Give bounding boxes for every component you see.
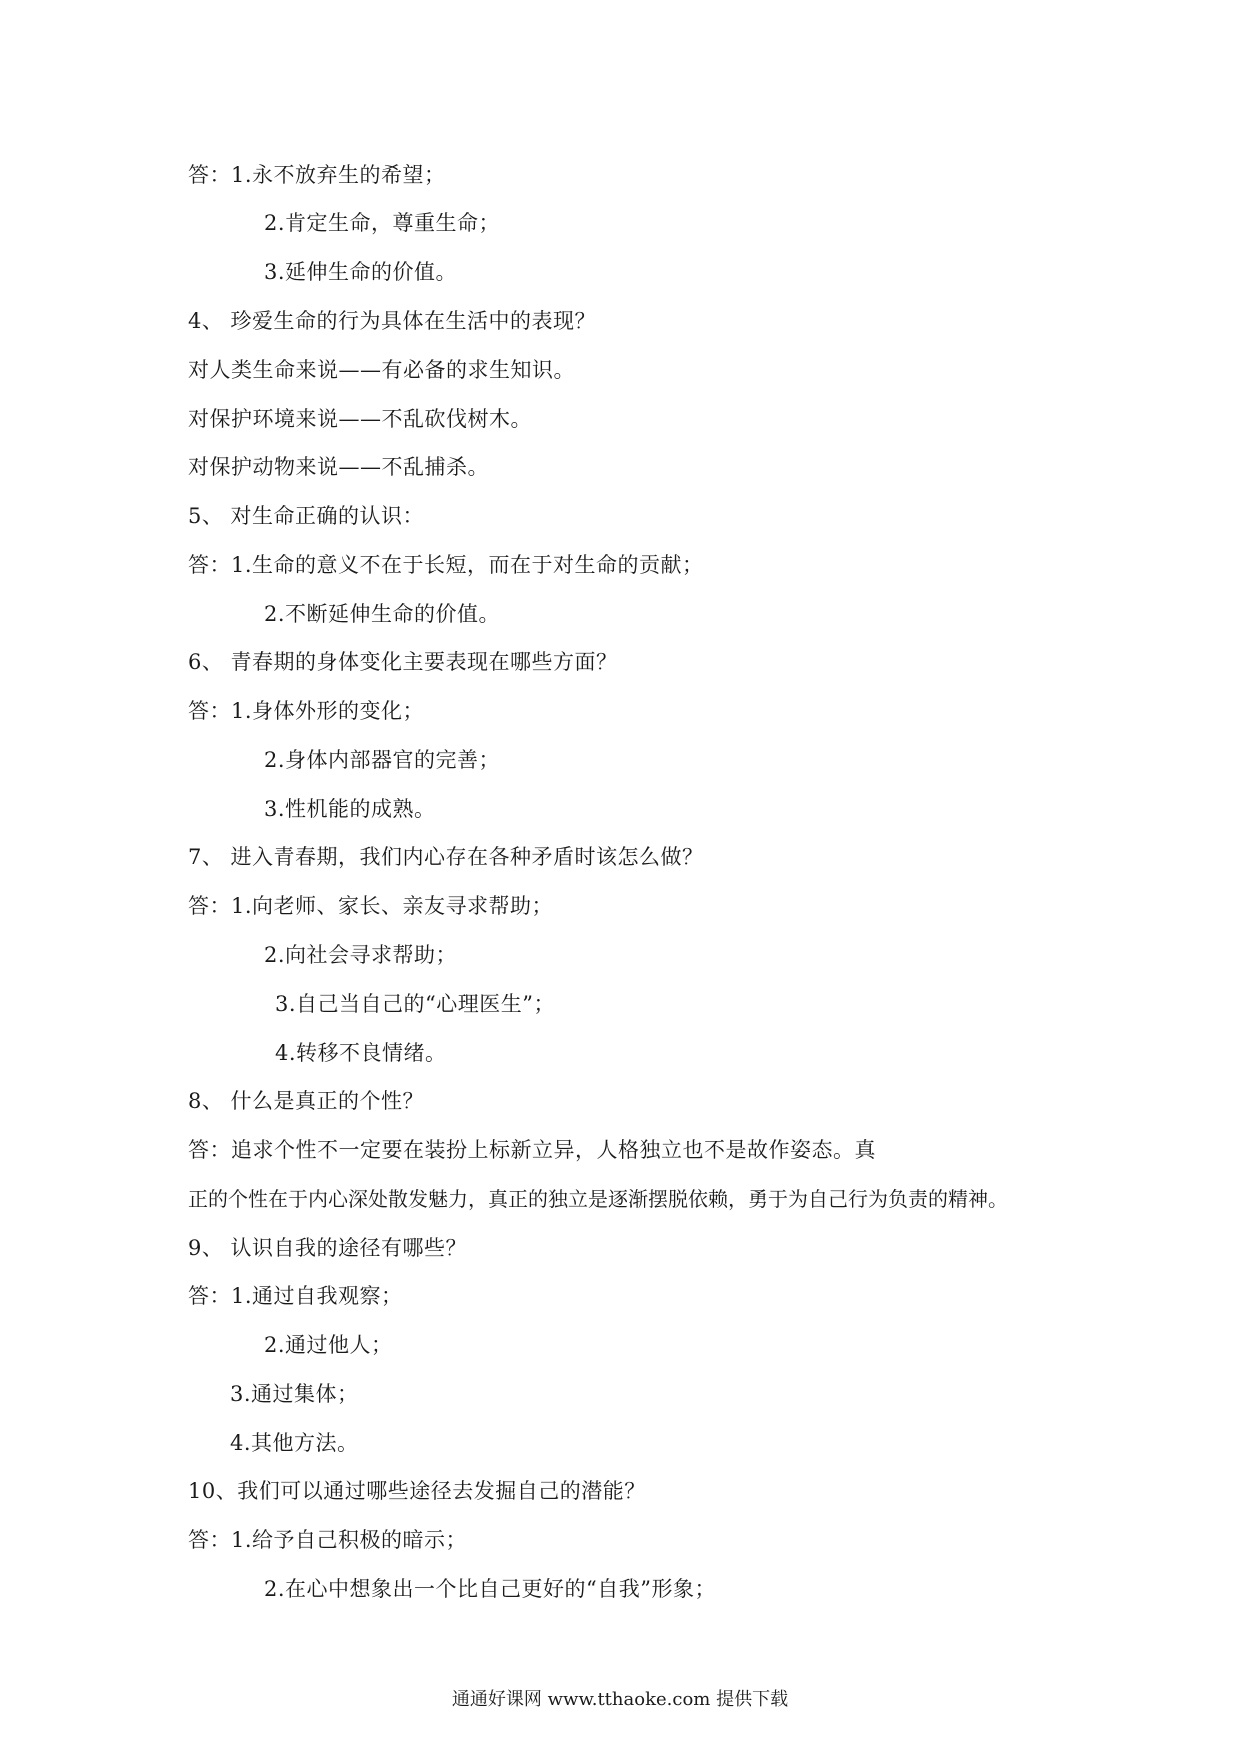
answer-line: 答：追求个性不一定要在装扮上标新立异，人格独立也不是故作姿态。真	[188, 1138, 876, 1162]
question-line: 5、 对生命正确的认识：	[188, 504, 425, 528]
answer-line: 3.自己当自己的“心理医生”；	[275, 992, 556, 1016]
answer-line: 2.不断延伸生命的价值。	[264, 602, 501, 626]
question-line: 4、 珍爱生命的行为具体在生活中的表现？	[188, 309, 597, 333]
answer-line: 2.肯定生命，尊重生命；	[264, 211, 501, 235]
answer-line: 2.通过他人；	[264, 1333, 393, 1357]
answer-line: 2.向社会寻求帮助；	[264, 943, 458, 967]
answer-line: 4.转移不良情绪。	[275, 1041, 447, 1065]
answer-line: 答：1.身体外形的变化；	[188, 699, 425, 723]
answer-line: 答：1.向老师、家长、亲友寻求帮助；	[188, 894, 554, 918]
answer-line: 3.延伸生命的价值。	[264, 260, 458, 284]
answer-line: 2.身体内部器官的完善；	[264, 748, 501, 772]
question-line: 6、 青春期的身体变化主要表现在哪些方面？	[188, 650, 618, 674]
answer-line: 答：1.生命的意义不在于长短，而在于对生命的贡献；	[188, 553, 704, 577]
text-line: 对保护动物来说——不乱捕杀。	[188, 455, 489, 479]
question-line: 7、 进入青春期，我们内心存在各种矛盾时该怎么做？	[188, 845, 704, 869]
text-line: 对人类生命来说——有必备的求生知识。	[188, 358, 575, 382]
answer-line: 答：1.通过自我观察；	[188, 1284, 403, 1308]
answer-line: 答：1.给予自己积极的暗示；	[188, 1528, 468, 1552]
answer-line: 3.通过集体；	[230, 1382, 359, 1406]
answer-line: 2.在心中想象出一个比自己更好的“自我”形象；	[264, 1577, 717, 1601]
answer-line: 3.性机能的成熟。	[264, 797, 436, 821]
page-footer: 通通好课网 www.tthaoke.com 提供下载	[451, 1689, 789, 1710]
text-line: 对保护环境来说——不乱砍伐树木。	[188, 407, 532, 431]
answer-line: 4.其他方法。	[230, 1431, 359, 1455]
question-line: 9、 认识自我的途径有哪些？	[188, 1236, 468, 1260]
text-line: 正的个性在于内心深处散发魅力，真正的独立是逐渐摆脱依赖，勇于为自己行为负责的精神。	[188, 1187, 1008, 1211]
answer-line: 答：1.永不放弃生的希望；	[188, 163, 446, 187]
question-line: 8、 什么是真正的个性？	[188, 1089, 425, 1113]
question-line: 10、我们可以通过哪些途径去发掘自己的潜能？	[188, 1479, 646, 1503]
